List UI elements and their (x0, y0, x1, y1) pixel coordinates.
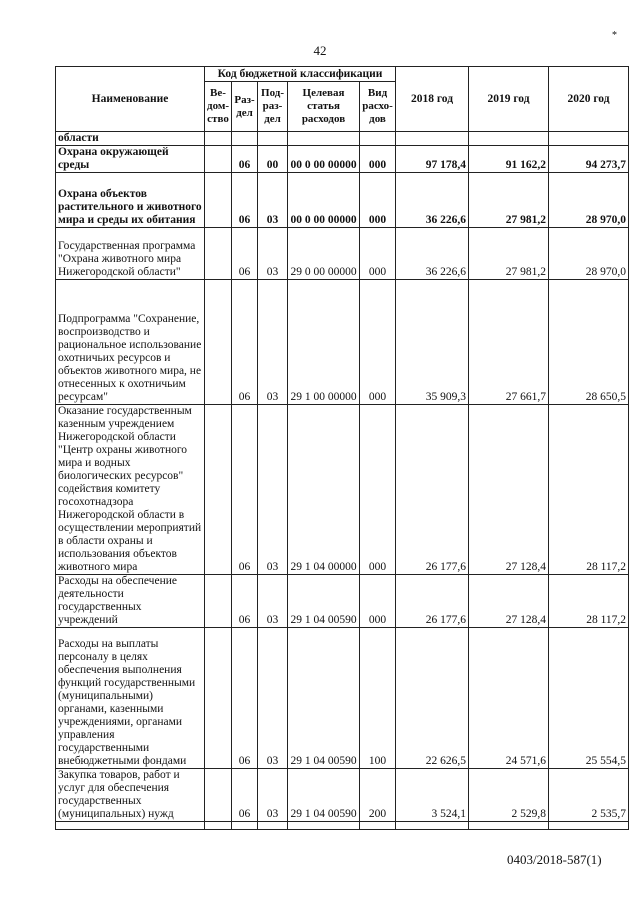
row-razdel: 06 (232, 173, 258, 228)
table-row (56, 146, 629, 173)
header-celevaya: Целевая статья расходов (288, 82, 360, 132)
table-row (56, 628, 629, 769)
table-body (56, 132, 629, 830)
row-vid-rashodov: 000 (360, 575, 396, 628)
row-name: Оказание государственным казенным учреждением Нижегородской области "Центр охраны животного мира и водных биологических ресурсов" содействия комитету госохотнадзора Нижегородской области в осуществлении мероприятий в области охраны и использования объектов животного мира (56, 405, 205, 575)
corner-mark: * (612, 30, 617, 41)
row-razdel: 06 (232, 405, 258, 575)
row-value-2020: 2 535,7 (549, 769, 629, 822)
row-razdel: 06 (232, 146, 258, 173)
row-vid-rashodov (360, 132, 396, 146)
empty-cell (288, 822, 360, 830)
row-value-2020: 28 970,0 (549, 173, 629, 228)
row-celevaya-statya: 29 1 04 00000 (288, 405, 360, 575)
row-vedomstvo (205, 769, 232, 822)
row-value-2019: 27 981,2 (469, 228, 549, 280)
page-number: 42 (313, 43, 327, 58)
row-vedomstvo (205, 280, 232, 405)
row-name: Подпрограмма "Сохранение, воспроизводство и рациональное использование охотничьих ресурсов и объектов животного мира, не отнесенных к охотничьим ресурсам" (56, 280, 205, 405)
row-value-2020: 28 117,2 (549, 575, 629, 628)
empty-cell (360, 822, 396, 830)
table-row (56, 173, 629, 228)
empty-cell (549, 822, 629, 830)
row-podrazdel: 03 (258, 280, 288, 405)
row-vid-rashodov: 200 (360, 769, 396, 822)
row-vedomstvo (205, 228, 232, 280)
row-vedomstvo (205, 405, 232, 575)
row-podrazdel: 03 (258, 228, 288, 280)
row-razdel: 06 (232, 280, 258, 405)
row-name: области (56, 132, 205, 146)
row-name: Охрана окружающей среды (56, 146, 205, 173)
row-celevaya-statya (288, 132, 360, 146)
row-podrazdel: 03 (258, 405, 288, 575)
table-row (56, 405, 629, 575)
row-value-2020: 94 273,7 (549, 146, 629, 173)
row-razdel (232, 132, 258, 146)
row-value-2018: 26 177,6 (396, 575, 469, 628)
header-2018: 2018 год (396, 67, 469, 132)
row-value-2019: 24 571,6 (469, 628, 549, 769)
empty-cell (469, 822, 549, 830)
row-celevaya-statya: 29 1 00 00000 (288, 280, 360, 405)
row-value-2020: 28 970,0 (549, 228, 629, 280)
row-name: Закупка товаров, работ и услуг для обеспечения государственных (муниципальных) нужд (56, 769, 205, 822)
header-2020: 2020 год (549, 67, 629, 132)
table-row (56, 575, 629, 628)
row-value-2018: 22 626,5 (396, 628, 469, 769)
row-razdel: 06 (232, 769, 258, 822)
row-celevaya-statya: 00 0 00 00000 (288, 173, 360, 228)
document-code: 0403/2018-587(1) (507, 852, 602, 867)
header-name: Наименование (56, 67, 205, 132)
header-2019: 2019 год (469, 67, 549, 132)
row-razdel: 06 (232, 228, 258, 280)
row-vedomstvo (205, 575, 232, 628)
table-row (56, 769, 629, 822)
row-value-2018: 35 909,3 (396, 280, 469, 405)
row-podrazdel: 00 (258, 146, 288, 173)
row-vid-rashodov: 100 (360, 628, 396, 769)
row-celevaya-statya: 29 1 04 00590 (288, 575, 360, 628)
row-razdel: 06 (232, 628, 258, 769)
empty-cell (205, 822, 232, 830)
spacer-row (56, 822, 629, 830)
row-name: Государственная программа "Охрана животного мира Нижегородской области" (56, 228, 205, 280)
row-podrazdel (258, 132, 288, 146)
row-value-2019: 91 162,2 (469, 146, 549, 173)
row-celevaya-statya: 29 1 04 00590 (288, 628, 360, 769)
empty-cell (396, 822, 469, 830)
row-razdel: 06 (232, 575, 258, 628)
row-name: Расходы на выплаты персоналу в целях обеспечения выполнения функций государственными (муниципальными) органами, казенными учреждениями, органами управления государственными внебюджетными фондами (56, 628, 205, 769)
header-group: Код бюджетной классификации (205, 67, 396, 82)
row-value-2019: 27 128,4 (469, 575, 549, 628)
row-vedomstvo (205, 628, 232, 769)
row-vedomstvo (205, 132, 232, 146)
header-vid: Вид расхо- дов (360, 82, 396, 132)
empty-cell (56, 822, 205, 830)
row-vid-rashodov: 000 (360, 280, 396, 405)
row-value-2018: 36 226,6 (396, 173, 469, 228)
row-podrazdel: 03 (258, 575, 288, 628)
row-vedomstvo (205, 146, 232, 173)
table-row (56, 280, 629, 405)
row-vid-rashodov: 000 (360, 173, 396, 228)
row-value-2020: 28 650,5 (549, 280, 629, 405)
row-podrazdel: 03 (258, 173, 288, 228)
row-podrazdel: 03 (258, 628, 288, 769)
row-vedomstvo (205, 173, 232, 228)
row-value-2019: 2 529,8 (469, 769, 549, 822)
row-celevaya-statya: 00 0 00 00000 (288, 146, 360, 173)
empty-cell (232, 822, 258, 830)
row-name: Охрана объектов растительного и животного мира и среды их обитания (56, 173, 205, 228)
row-vid-rashodov: 000 (360, 228, 396, 280)
row-vid-rashodov: 000 (360, 405, 396, 575)
row-value-2020 (549, 132, 629, 146)
row-celevaya-statya: 29 0 00 00000 (288, 228, 360, 280)
header-vedomstvo: Ве- дом- ство (205, 82, 232, 132)
row-podrazdel: 03 (258, 769, 288, 822)
row-value-2019: 27 128,4 (469, 405, 549, 575)
row-value-2020: 28 117,2 (549, 405, 629, 575)
budget-table (55, 66, 629, 830)
header-razdel: Раз- дел (232, 82, 258, 132)
row-value-2018: 3 524,1 (396, 769, 469, 822)
empty-cell (258, 822, 288, 830)
row-value-2019 (469, 132, 549, 146)
table-row (56, 132, 629, 146)
row-value-2019: 27 661,7 (469, 280, 549, 405)
row-value-2019: 27 981,2 (469, 173, 549, 228)
header-podrazdel: Под- раз- дел (258, 82, 288, 132)
row-value-2018 (396, 132, 469, 146)
row-value-2018: 36 226,6 (396, 228, 469, 280)
row-value-2018: 26 177,6 (396, 405, 469, 575)
table-row (56, 228, 629, 280)
row-name: Расходы на обеспечение деятельности государственных учреждений (56, 575, 205, 628)
row-celevaya-statya: 29 1 04 00590 (288, 769, 360, 822)
row-vid-rashodov: 000 (360, 146, 396, 173)
row-value-2018: 97 178,4 (396, 146, 469, 173)
row-value-2020: 25 554,5 (549, 628, 629, 769)
